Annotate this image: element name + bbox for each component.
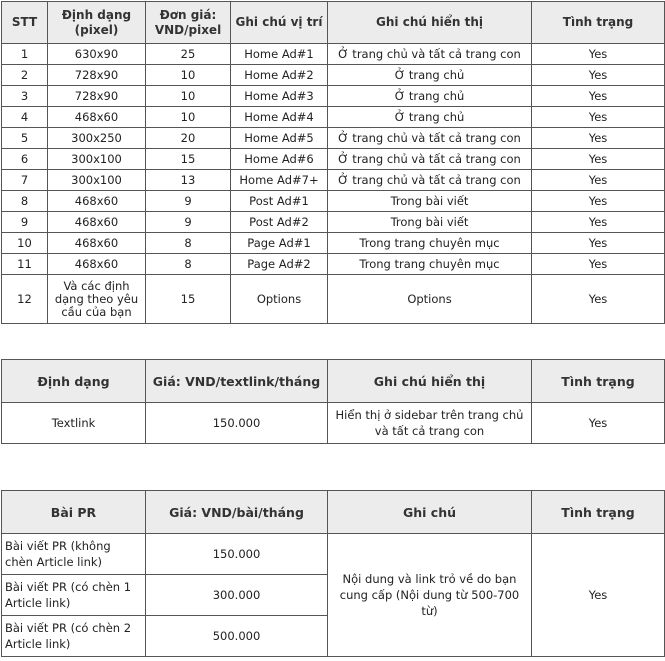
cell-format: 468x60	[48, 191, 146, 212]
cell-display-note: Ở trang chủ	[328, 107, 532, 128]
cell-display-note: Ở trang chủ	[328, 86, 532, 107]
header-status: Tình trạng	[532, 2, 665, 44]
cell-unit-price: 10	[146, 86, 231, 107]
cell-stt: 8	[2, 191, 48, 212]
cell-display-note: Trong bài viết	[328, 191, 532, 212]
header-display-note: Ghi chú hiển thị	[328, 360, 532, 403]
cell-display-note: Options	[328, 275, 532, 324]
header-unit-price: Đơn giá: VND/pixel	[146, 2, 231, 44]
table-row	[2, 128, 665, 149]
cell-note: Nội dung và link trỏ về do bạn cung cấp (Nội dung từ 500-700 từ)	[328, 534, 532, 657]
cell-status: Yes	[532, 275, 665, 324]
cell-format: 728x90	[48, 65, 146, 86]
cell-position-note: Page Ad#2	[231, 254, 328, 275]
cell-format: Textlink	[2, 403, 146, 444]
cell-display-note: Ở trang chủ và tất cả trang con	[328, 128, 532, 149]
header-note: Ghi chú	[328, 491, 532, 534]
cell-display-note: Trong trang chuyên mục	[328, 233, 532, 254]
header-stt: STT	[2, 2, 48, 44]
header-display-note: Ghi chú hiển thị	[328, 2, 532, 44]
cell-unit-price: 10	[146, 107, 231, 128]
header-position-note: Ghi chú vị trí	[231, 2, 328, 44]
table-row	[2, 275, 665, 324]
table-header-row	[2, 491, 665, 534]
cell-status: Yes	[532, 65, 665, 86]
table-header-row	[2, 360, 665, 403]
cell-unit-price: 20	[146, 128, 231, 149]
cell-status: Yes	[532, 534, 665, 657]
cell-pr-name: Bài viết PR (có chèn 2 Article link)	[2, 616, 146, 657]
cell-display-note: Hiển thị ở sidebar trên trang chủ và tất cả trang con	[328, 403, 532, 444]
table-row	[2, 212, 665, 233]
cell-position-note: Home Ad#3	[231, 86, 328, 107]
cell-stt: 10	[2, 233, 48, 254]
cell-stt: 5	[2, 128, 48, 149]
table-header-row	[2, 2, 665, 44]
cell-format: 468x60	[48, 233, 146, 254]
cell-unit-price: 25	[146, 44, 231, 65]
cell-unit-price: 8	[146, 254, 231, 275]
cell-format: 728x90	[48, 86, 146, 107]
cell-price: 150.000	[146, 534, 328, 575]
cell-status: Yes	[532, 212, 665, 233]
cell-pr-name: Bài viết PR (không chèn Article link)	[2, 534, 146, 575]
cell-status: Yes	[532, 403, 665, 444]
cell-unit-price: 9	[146, 212, 231, 233]
ad-pricing-table	[1, 1, 665, 324]
table-row	[2, 44, 665, 65]
cell-position-note: Page Ad#1	[231, 233, 328, 254]
table-row	[2, 170, 665, 191]
cell-unit-price: 9	[146, 191, 231, 212]
cell-unit-price: 15	[146, 149, 231, 170]
cell-status: Yes	[532, 128, 665, 149]
table-row	[2, 233, 665, 254]
cell-unit-price: 8	[146, 233, 231, 254]
cell-stt: 2	[2, 65, 48, 86]
header-status: Tình trạng	[532, 360, 665, 403]
cell-format: 630x90	[48, 44, 146, 65]
cell-display-note: Ở trang chủ và tất cả trang con	[328, 170, 532, 191]
cell-pr-name: Bài viết PR (có chèn 1 Article link)	[2, 575, 146, 616]
cell-display-note: Ở trang chủ và tất cả trang con	[328, 44, 532, 65]
cell-format: 300x100	[48, 149, 146, 170]
table-row	[2, 403, 665, 444]
table-row	[2, 191, 665, 212]
cell-price: 150.000	[146, 403, 328, 444]
cell-display-note: Trong trang chuyên mục	[328, 254, 532, 275]
cell-unit-price: 13	[146, 170, 231, 191]
cell-position-note: Home Ad#7+	[231, 170, 328, 191]
cell-format: 468x60	[48, 107, 146, 128]
cell-status: Yes	[532, 191, 665, 212]
cell-format: 300x100	[48, 170, 146, 191]
cell-status: Yes	[532, 254, 665, 275]
header-format: Định dạng (pixel)	[48, 2, 146, 44]
cell-status: Yes	[532, 44, 665, 65]
cell-stt: 4	[2, 107, 48, 128]
header-pr: Bài PR	[2, 491, 146, 534]
cell-stt: 9	[2, 212, 48, 233]
cell-format: 468x60	[48, 212, 146, 233]
cell-stt: 11	[2, 254, 48, 275]
table-row	[2, 86, 665, 107]
cell-stt: 7	[2, 170, 48, 191]
cell-position-note: Home Ad#1	[231, 44, 328, 65]
cell-price: 500.000	[146, 616, 328, 657]
header-price: Giá: VND/bài/tháng	[146, 491, 328, 534]
cell-display-note: Ở trang chủ và tất cả trang con	[328, 149, 532, 170]
cell-format: 300x250	[48, 128, 146, 149]
cell-status: Yes	[532, 107, 665, 128]
table-row	[2, 254, 665, 275]
cell-status: Yes	[532, 86, 665, 107]
cell-position-note: Post Ad#2	[231, 212, 328, 233]
cell-display-note: Ở trang chủ	[328, 65, 532, 86]
table-row	[2, 534, 665, 575]
cell-status: Yes	[532, 149, 665, 170]
cell-status: Yes	[532, 233, 665, 254]
cell-stt: 3	[2, 86, 48, 107]
table-row	[2, 149, 665, 170]
cell-position-note: Home Ad#2	[231, 65, 328, 86]
textlink-pricing-table	[1, 359, 665, 444]
cell-unit-price: 10	[146, 65, 231, 86]
cell-position-note: Home Ad#6	[231, 149, 328, 170]
cell-format: Và các định dạng theo yêu cầu của bạn	[48, 275, 146, 324]
cell-position-note: Post Ad#1	[231, 191, 328, 212]
table-row	[2, 65, 665, 86]
cell-stt: 12	[2, 275, 48, 324]
header-price: Giá: VND/textlink/tháng	[146, 360, 328, 403]
table-row	[2, 107, 665, 128]
cell-position-note: Home Ad#5	[231, 128, 328, 149]
cell-stt: 6	[2, 149, 48, 170]
header-status: Tình trạng	[532, 491, 665, 534]
cell-display-note: Trong bài viết	[328, 212, 532, 233]
cell-position-note: Options	[231, 275, 328, 324]
cell-stt: 1	[2, 44, 48, 65]
cell-price: 300.000	[146, 575, 328, 616]
pr-pricing-table	[1, 490, 665, 657]
cell-position-note: Home Ad#4	[231, 107, 328, 128]
cell-unit-price: 15	[146, 275, 231, 324]
cell-status: Yes	[532, 170, 665, 191]
header-format: Định dạng	[2, 360, 146, 403]
cell-format: 468x60	[48, 254, 146, 275]
